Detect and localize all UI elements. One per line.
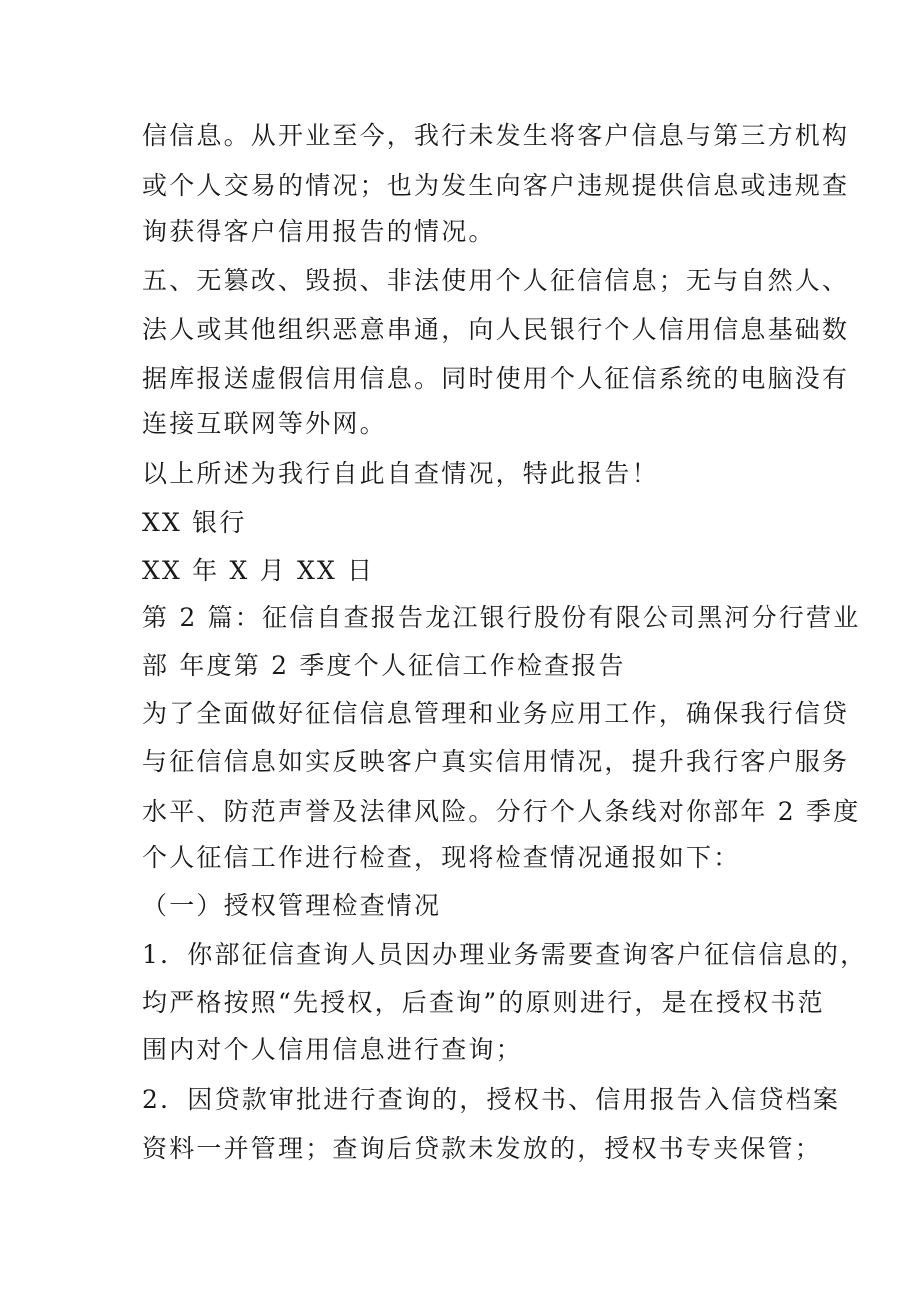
text-line: 水平、防范声誉及法律风险。分行个人条线对你部年 2 季度	[142, 797, 861, 826]
text-line: 围内对个人信用信息进行查询；	[142, 1035, 523, 1064]
text-line: 五、无篡改、毁损、非法使用个人征信信息；无与自然人、	[142, 266, 850, 295]
text-line: XX 银行	[142, 508, 247, 537]
text-line: XX 年 X 月 XX 日	[142, 556, 375, 585]
text-line: 信信息。从开业至今，我行未发生将客户信息与第三方机构	[142, 121, 850, 150]
text-line: 为了全面做好征信信息管理和业务应用工作，确保我行信贷	[142, 699, 850, 728]
subsection-heading: （一）授权管理检查情况	[142, 891, 442, 920]
text-line: 均严格按照“先授权，后查询”的原则进行，是在授权书范	[142, 988, 825, 1017]
text-line: 2．因贷款审批进行查询的，授权书、信用报告入信贷档案	[142, 1085, 841, 1114]
text-line: 或个人交易的情况；也为发生向客户违规提供信息或违规查	[142, 171, 850, 200]
text-line: 资料一并管理；查询后贷款未发放的，授权书专夹保管；	[142, 1134, 823, 1163]
section-heading: 部 年度第 2 季度个人征信工作检查报告	[142, 651, 626, 680]
text-line: 与征信信息如实反映客户真实信用情况，提升我行客户服务	[142, 747, 850, 776]
text-line: 以上所述为我行自此自查情况，特此报告！	[142, 459, 659, 488]
text-line: 1．你部征信查询人员因办理业务需要查询客户征信信息的，	[142, 940, 868, 969]
section-heading: 第 2 篇：征信自查报告龙江银行股份有限公司黑河分行营业	[142, 603, 861, 632]
text-line: 个人征信工作进行检查，现将检查情况通报如下：	[142, 843, 741, 872]
text-line: 据库报送虚假信用信息。同时使用个人征信系统的电脑没有	[142, 364, 850, 393]
text-line: 询获得客户信用报告的情况。	[142, 217, 496, 246]
text-line: 法人或其他组织恶意串通，向人民银行个人信用信息基础数	[142, 315, 850, 344]
text-line: 连接互联网等外网。	[142, 409, 387, 438]
